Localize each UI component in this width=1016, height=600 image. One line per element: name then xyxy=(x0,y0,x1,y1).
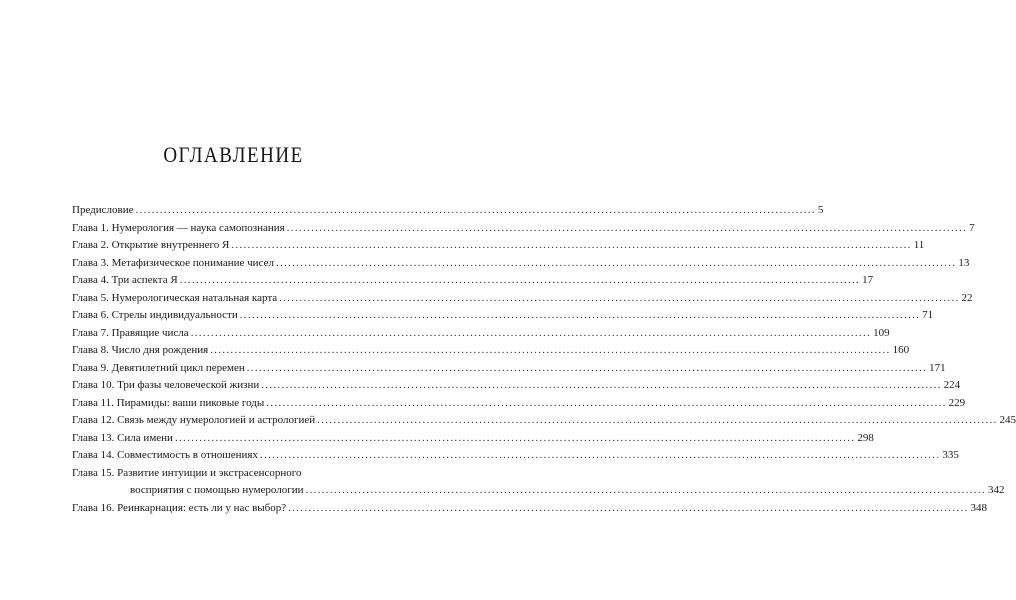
toc-entry-page: 335 xyxy=(942,449,959,461)
dot-leader xyxy=(191,325,871,343)
toc-entry-label: Глава 7. Правящие числа xyxy=(72,326,189,339)
toc-entry-page: 171 xyxy=(929,361,946,374)
table-of-contents xyxy=(72,202,1016,517)
toc-entry xyxy=(72,447,959,465)
toc-entry-page: 7 xyxy=(969,221,975,234)
toc-entry-label: Глава 1. Нумерология — наука самопознания xyxy=(72,221,285,234)
toc-entry-page: 11 xyxy=(913,239,925,251)
toc-entry-label: Глава 16. Реинкарнация: есть ли у нас выбор? xyxy=(72,501,287,514)
toc-entry-page: 245 xyxy=(999,414,1016,426)
toc-entry-line-2 xyxy=(72,482,1005,500)
dot-leader xyxy=(210,342,890,360)
dot-leader xyxy=(261,377,941,395)
toc-entry-label: Глава 2. Открытие внутреннего Я xyxy=(72,239,230,251)
toc-entry xyxy=(72,342,910,360)
toc-entry-label: Глава 14. Совместимость в отношениях xyxy=(72,449,258,461)
dot-leader xyxy=(288,500,968,518)
toc-entry-label: Предисловие xyxy=(72,204,134,216)
toc-entry-page: 229 xyxy=(948,396,966,409)
dot-leader xyxy=(306,482,986,500)
dot-leader xyxy=(240,307,920,325)
toc-entry xyxy=(72,272,874,290)
toc-entry xyxy=(72,430,874,448)
toc-entry xyxy=(72,255,970,273)
dot-leader xyxy=(231,237,911,255)
toc-entry-label: Глава 13. Сила имени xyxy=(72,431,173,444)
toc-entry xyxy=(72,395,966,413)
dot-leader xyxy=(279,290,959,308)
toc-entry-label: Глава 10. Три фазы человеческой жизни xyxy=(72,379,260,391)
dot-leader xyxy=(175,430,855,448)
toc-entry-page: 109 xyxy=(873,326,890,339)
toc-entry-page: 22 xyxy=(961,291,973,304)
toc-entry xyxy=(72,290,973,308)
toc-entry xyxy=(72,360,946,378)
toc-entry-page: 224 xyxy=(943,379,961,391)
toc-entry-label: Глава 15. Развитие интуиции и экстрасенсорного xyxy=(72,466,302,479)
dot-leader xyxy=(180,272,860,290)
page-title: ОГЛАВЛЕНИЕ xyxy=(163,143,304,168)
dot-leader xyxy=(260,447,940,465)
toc-entry-label: Глава 9. Девятилетний цикл перемен xyxy=(72,361,245,374)
dot-leader xyxy=(266,395,946,413)
toc-entry-line-1 xyxy=(72,465,374,483)
toc-entry xyxy=(72,325,890,343)
toc-entry-page: 17 xyxy=(862,274,874,286)
toc-entry-label: Глава 11. Пирамиды: ваши пиковые годы xyxy=(72,396,265,409)
toc-entry-label: Глава 3. Метафизическое понимание чисел xyxy=(72,256,274,269)
dot-leader xyxy=(136,202,816,220)
toc-entry-page: 5 xyxy=(817,204,824,216)
toc-entry-label: Глава 8. Число дня рождения xyxy=(72,344,209,356)
toc-entry xyxy=(72,220,975,238)
toc-entry-page: 71 xyxy=(922,309,934,321)
toc-entry xyxy=(72,500,988,518)
dot-leader xyxy=(247,360,927,378)
toc-entry xyxy=(72,412,1016,430)
toc-entry-label: Глава 5. Нумерологическая натальная карта xyxy=(72,291,278,304)
toc-entry-page: 298 xyxy=(857,431,874,444)
toc-entry-label: Глава 4. Три аспекта Я xyxy=(72,274,178,286)
dot-leader xyxy=(276,255,956,273)
toc-entry-label-continued: восприятия с помощью нумерологии xyxy=(130,484,304,496)
toc-entry-page: 342 xyxy=(987,484,1005,496)
dot-leader xyxy=(317,412,997,430)
toc-entry xyxy=(72,377,961,395)
toc-entry xyxy=(72,307,934,325)
toc-entry-page: 160 xyxy=(892,344,910,356)
toc-entry-page: 13 xyxy=(958,256,970,269)
toc-entry-label: Глава 6. Стрелы индивидуальности xyxy=(72,309,238,321)
toc-entry-page: 348 xyxy=(970,501,988,514)
toc-entry-label: Глава 12. Связь между нумерологией и астрологией xyxy=(72,414,316,426)
dot-leader xyxy=(287,220,967,238)
toc-entry xyxy=(72,237,925,255)
toc-entry xyxy=(72,202,824,220)
